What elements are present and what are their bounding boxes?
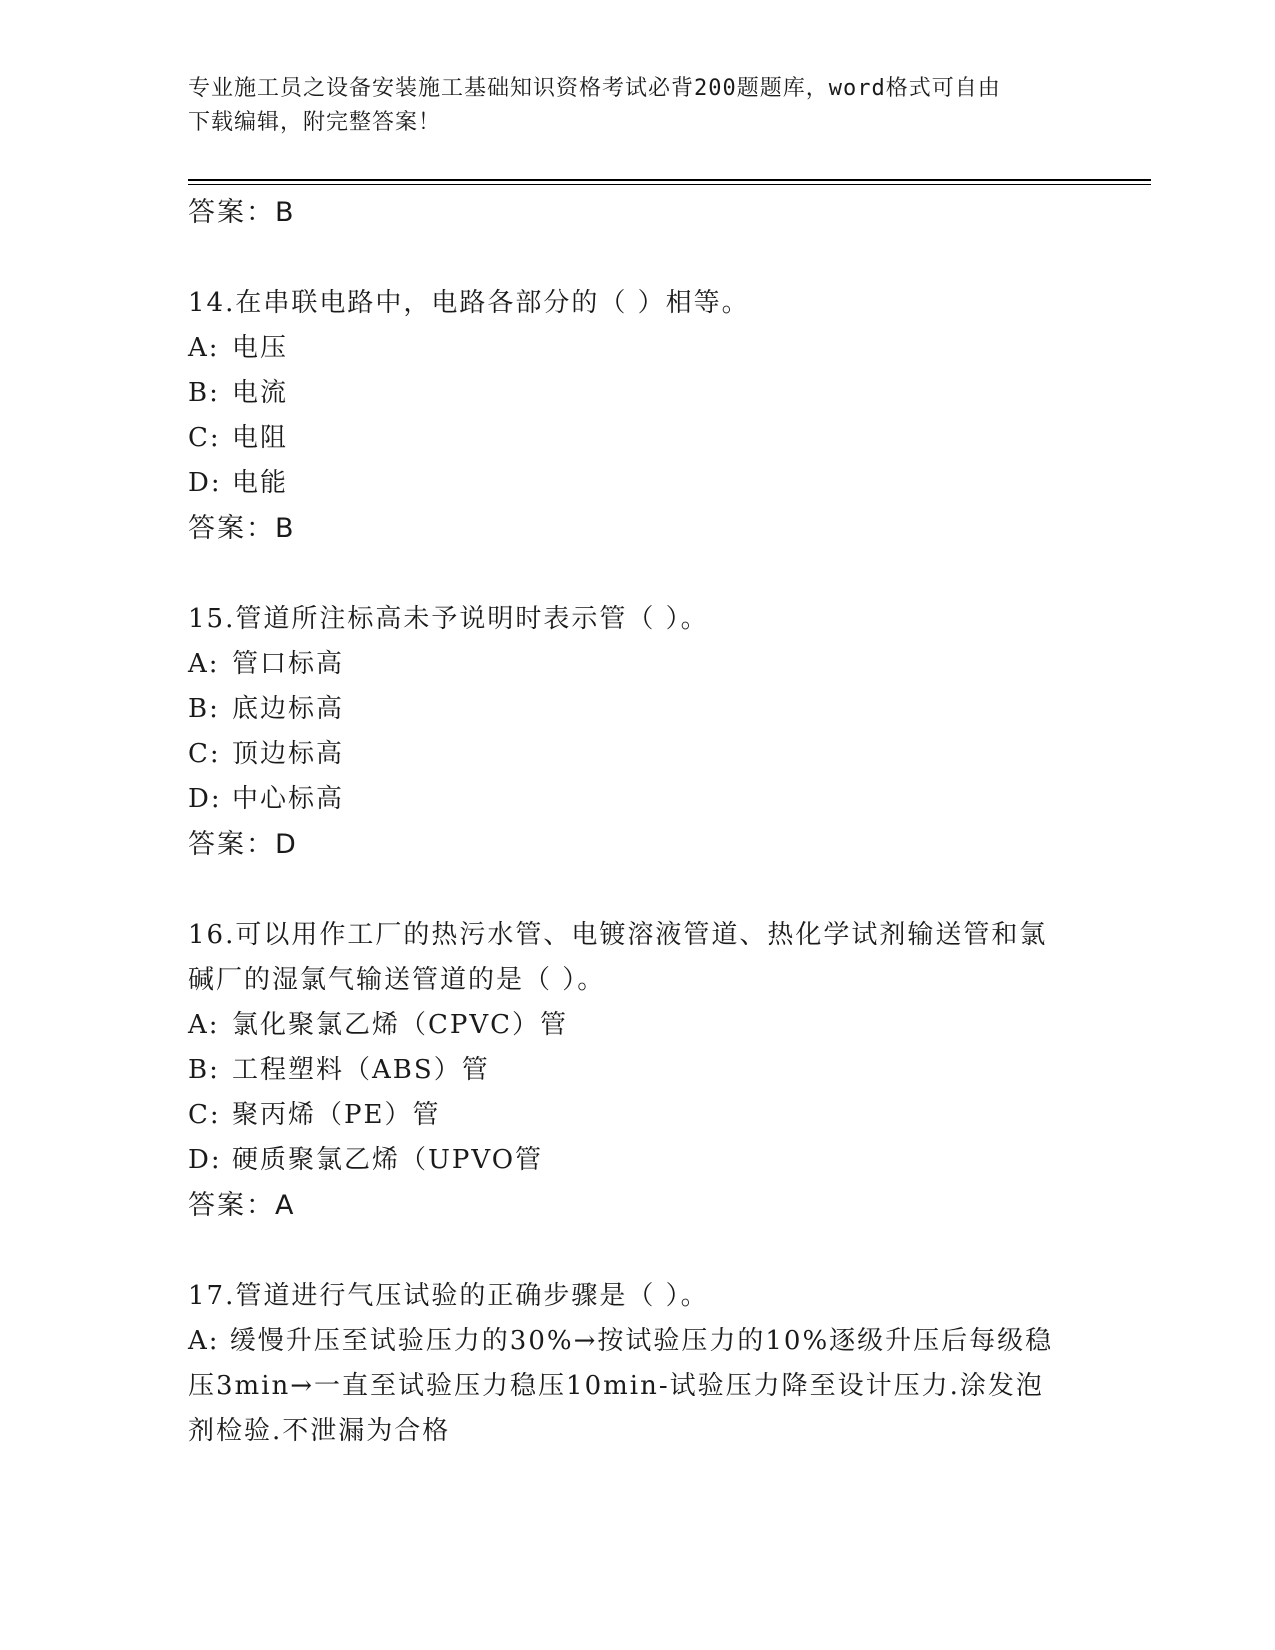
option-c	[188, 416, 1088, 461]
option-text: 电压	[232, 333, 289, 363]
option-label: D:	[188, 468, 222, 498]
option-label: C:	[188, 1100, 221, 1130]
option-text: 硬质聚氯乙烯（UPVO管	[232, 1145, 544, 1175]
question-15	[188, 597, 1088, 867]
option-label: C:	[188, 739, 221, 769]
option-a	[188, 326, 1088, 371]
header-line-2: 下载编辑，附完整答案！	[188, 110, 442, 135]
answer-label: 答案：D	[188, 829, 298, 860]
option-d	[188, 461, 1088, 506]
option-d	[188, 1138, 1088, 1183]
question-list	[188, 190, 1088, 1454]
option-text: 电能	[232, 468, 289, 498]
question-14	[188, 281, 1088, 551]
option-a	[188, 642, 1088, 687]
option-b	[188, 371, 1088, 416]
option-d	[188, 777, 1088, 822]
question-stem-line-1: 16.可以用作工厂的热污水管、电镀溶液管道、热化学试剂输送管和氯	[188, 920, 1048, 950]
question-17	[188, 1274, 1088, 1454]
document-header	[188, 72, 1088, 140]
option-a-line-2: 压3min→一直至试验压力稳压10min-试验压力降至设计压力.涂发泡	[188, 1371, 1044, 1401]
question-stem-line-2: 碱厂的湿氯气输送管道的是（ ）。	[188, 965, 606, 995]
option-label: B:	[188, 1055, 220, 1085]
question-16	[188, 913, 1088, 1228]
option-a	[188, 1003, 1088, 1048]
question-stem: 14.在串联电路中，电路各部分的（ ）相等。	[188, 288, 750, 318]
option-label: C:	[188, 423, 221, 453]
option-text: 顶边标高	[232, 739, 345, 769]
option-a-line-1: A: 缓慢升压至试验压力的30%→按试验压力的10%逐级升压后每级稳	[188, 1326, 1054, 1356]
option-text: 电阻	[232, 423, 289, 453]
option-text: 工程塑料（ABS）管	[232, 1055, 490, 1085]
option-text: 中心标高	[232, 784, 345, 814]
question-stem: 17.管道进行气压试验的正确步骤是（ ）。	[188, 1281, 709, 1311]
option-label: A:	[188, 649, 220, 679]
option-label: A:	[188, 333, 220, 363]
option-label: B:	[188, 694, 220, 724]
option-text: 聚丙烯（PE）管	[232, 1100, 441, 1130]
answer-label: 答案：B	[188, 197, 296, 228]
option-label: A:	[188, 1010, 220, 1040]
option-b	[188, 687, 1088, 732]
header-line-1: 专业施工员之设备安装施工基础知识资格考试必背200题题库，word格式可自由	[188, 76, 1001, 101]
option-label: D:	[188, 1145, 222, 1175]
answer-label: 答案：B	[188, 513, 296, 544]
option-label: D:	[188, 784, 222, 814]
option-text: 管口标高	[232, 649, 345, 679]
question-stem: 15.管道所注标高未予说明时表示管（ ）。	[188, 604, 709, 634]
header-rule-thick	[188, 179, 1151, 181]
option-a-line-3: 剂检验.不泄漏为合格	[188, 1416, 451, 1446]
option-c	[188, 1093, 1088, 1138]
option-label: B:	[188, 378, 220, 408]
header-rule-thin	[188, 184, 1151, 185]
option-text: 氯化聚氯乙烯（CPVC）管	[232, 1010, 569, 1040]
option-b	[188, 1048, 1088, 1093]
option-text: 电流	[232, 378, 289, 408]
option-c	[188, 732, 1088, 777]
answer-label: 答案：A	[188, 1190, 296, 1221]
option-text: 底边标高	[232, 694, 345, 724]
